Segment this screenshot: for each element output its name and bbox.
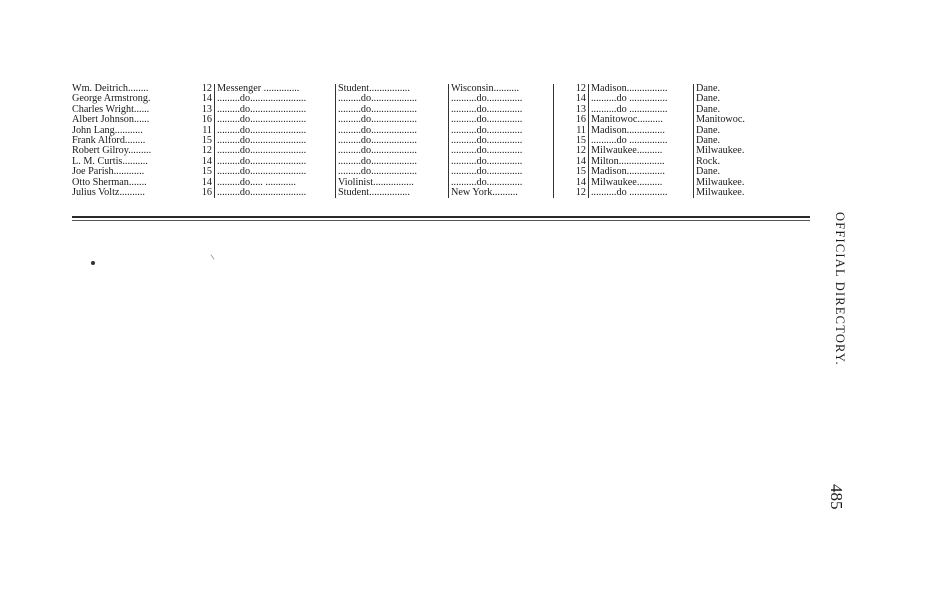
years-in-state-cell: 12 xyxy=(554,146,589,156)
person-name-cell: Otto Sherman....... xyxy=(72,176,147,188)
county-cell: Dane. xyxy=(696,135,721,147)
occupation-cell: .........do...................... xyxy=(215,157,336,167)
person-age-cell: 16 xyxy=(182,115,215,125)
page-number: 485 xyxy=(827,484,846,510)
person-name-cell: L. M. Curtis.......... xyxy=(72,155,148,167)
county-cell: Dane. xyxy=(696,93,721,105)
years-in-state-cell: 11 xyxy=(554,126,589,136)
birthplace-cell: ..........do.............. xyxy=(449,178,554,188)
person-name-cell: Wm. Deitrich........ xyxy=(72,83,149,94)
table-row xyxy=(70,167,778,177)
county-cell: Milwaukee. xyxy=(696,145,745,157)
previous-occupation-cell: Student................ xyxy=(336,188,449,198)
ink-mark xyxy=(210,254,214,259)
table-row xyxy=(70,136,778,146)
birthplace-cell: ..........do.............. xyxy=(449,105,554,115)
occupation-cell: .........do...................... xyxy=(215,146,336,156)
table-row xyxy=(70,178,778,188)
birthplace-cell: ..........do.............. xyxy=(449,167,554,177)
person-name-cell: Julius Voltz.......... xyxy=(72,187,145,199)
years-in-state-cell: 13 xyxy=(554,105,589,115)
residence-cell: Madison............... xyxy=(589,167,694,177)
years-in-state-cell: 12 xyxy=(554,84,589,94)
residence-cell: Manitowoc.......... xyxy=(589,115,694,125)
ink-speck xyxy=(91,261,95,265)
years-in-state-cell: 15 xyxy=(554,167,589,177)
previous-occupation-cell: .........do.................. xyxy=(336,136,449,146)
occupation-cell: .........do...................... xyxy=(215,126,336,136)
person-name-cell: Charles Wright...... xyxy=(72,103,150,115)
person-age-cell: 14 xyxy=(182,178,215,188)
table-bottom-rule-thin xyxy=(72,220,810,221)
birthplace-cell: ..........do.............. xyxy=(449,115,554,125)
occupation-cell: .........do...................... xyxy=(215,94,336,104)
county-cell: Milwaukee. xyxy=(696,187,745,199)
county-cell: Rock. xyxy=(696,155,721,167)
county-cell: Manitowoc. xyxy=(696,114,745,126)
residence-cell: ..........do ............... xyxy=(589,94,694,104)
person-age-cell: 12 xyxy=(182,84,215,94)
county-cell: Dane. xyxy=(696,103,721,115)
years-in-state-cell: 14 xyxy=(554,178,589,188)
person-name-cell: Joe Parish............ xyxy=(72,166,145,178)
birthplace-cell: ..........do.............. xyxy=(449,136,554,146)
previous-occupation-cell: .........do.................. xyxy=(336,146,449,156)
residence-cell: Milton.................. xyxy=(589,157,694,167)
birthplace-cell: ..........do.............. xyxy=(449,157,554,167)
birthplace-cell: New York.......... xyxy=(449,188,554,198)
person-name-cell: Robert Gilroy......... xyxy=(72,145,152,157)
occupation-cell: .........do...................... xyxy=(215,167,336,177)
person-name-cell: John Lang........... xyxy=(72,124,143,136)
previous-occupation-cell: .........do.................. xyxy=(336,115,449,125)
table-row xyxy=(70,84,778,94)
table-row xyxy=(70,188,778,198)
residence-cell: Milwaukee.......... xyxy=(589,178,694,188)
person-age-cell: 15 xyxy=(182,136,215,146)
occupation-cell: .........do...................... xyxy=(215,115,336,125)
years-in-state-cell: 16 xyxy=(554,115,589,125)
person-name-cell: Albert Johnson...... xyxy=(72,114,150,126)
table-row xyxy=(70,105,778,115)
county-cell: Dane. xyxy=(696,83,721,94)
residence-cell: ..........do ............... xyxy=(589,188,694,198)
years-in-state-cell: 14 xyxy=(554,157,589,167)
person-age-cell: 13 xyxy=(182,105,215,115)
person-age-cell: 16 xyxy=(182,188,215,198)
birthplace-cell: ..........do.............. xyxy=(449,94,554,104)
directory-table xyxy=(70,84,778,198)
person-age-cell: 14 xyxy=(182,157,215,167)
occupation-cell: .........do...................... xyxy=(215,105,336,115)
person-name-cell: George Armstrong. xyxy=(72,93,151,105)
person-age-cell: 15 xyxy=(182,167,215,177)
birthplace-cell: ..........do.............. xyxy=(449,146,554,156)
previous-occupation-cell: .........do.................. xyxy=(336,105,449,115)
previous-occupation-cell: .........do.................. xyxy=(336,157,449,167)
occupation-cell: .........do..... ............ xyxy=(215,178,336,188)
birthplace-cell: Wisconsin.......... xyxy=(449,84,554,94)
residence-cell: ..........do ............... xyxy=(589,136,694,146)
table-row xyxy=(70,94,778,104)
residence-cell: Madison............... xyxy=(589,126,694,136)
residence-cell: ..........do ............... xyxy=(589,105,694,115)
table-bottom-rule xyxy=(72,216,810,218)
county-cell: Dane. xyxy=(696,166,721,178)
previous-occupation-cell: .........do.................. xyxy=(336,126,449,136)
person-age-cell: 12 xyxy=(182,146,215,156)
previous-occupation-cell: .........do.................. xyxy=(336,167,449,177)
residence-cell: Milwaukee.......... xyxy=(589,146,694,156)
page-side-title: OFFICIAL DIRECTORY. xyxy=(833,212,847,366)
occupation-cell: .........do...................... xyxy=(215,136,336,146)
occupation-cell: Messenger .............. xyxy=(215,84,336,94)
table-row xyxy=(70,115,778,125)
person-age-cell: 14 xyxy=(182,94,215,104)
previous-occupation-cell: .........do.................. xyxy=(336,94,449,104)
previous-occupation-cell: Student................ xyxy=(336,84,449,94)
table-row xyxy=(70,146,778,156)
person-age-cell: 11 xyxy=(182,126,215,136)
years-in-state-cell: 14 xyxy=(554,94,589,104)
county-cell: Milwaukee. xyxy=(696,176,745,188)
directory-rows xyxy=(70,84,778,198)
county-cell: Dane. xyxy=(696,124,721,136)
table-row xyxy=(70,126,778,136)
years-in-state-cell: 15 xyxy=(554,136,589,146)
person-name-cell: Frank Alford........ xyxy=(72,135,146,147)
previous-occupation-cell: Violinist................ xyxy=(336,178,449,188)
years-in-state-cell: 12 xyxy=(554,188,589,198)
birthplace-cell: ..........do.............. xyxy=(449,126,554,136)
table-row xyxy=(70,157,778,167)
occupation-cell: .........do...................... xyxy=(215,188,336,198)
residence-cell: Madison................ xyxy=(589,84,694,94)
